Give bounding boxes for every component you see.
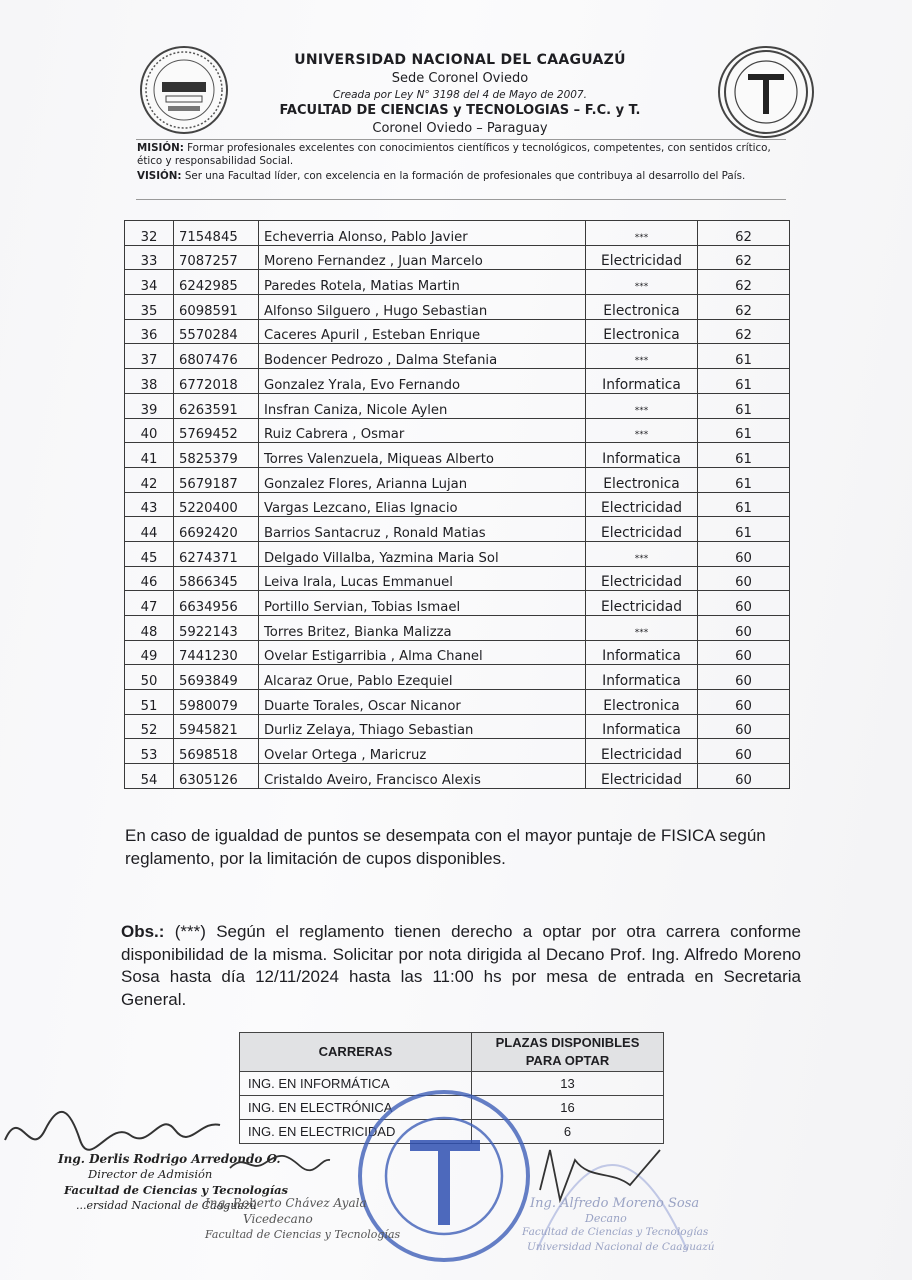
career-cell: *** xyxy=(586,344,698,369)
career-cell: Informatica xyxy=(586,443,698,468)
table-row xyxy=(125,369,790,394)
dean-faculty: Facultad de Ciencias y Tecnologías xyxy=(522,1226,709,1238)
table-row xyxy=(125,467,790,492)
points-cell: 60 xyxy=(698,714,790,739)
career-cell: Informatica xyxy=(586,665,698,690)
director-university: ...ersidad Nacional de Caaguazú xyxy=(76,1199,257,1212)
table-row xyxy=(125,492,790,517)
table-row xyxy=(125,764,790,789)
header-divider-bottom xyxy=(136,199,786,200)
student-name-cell: Gonzalez Flores, Arianna Lujan xyxy=(259,467,586,492)
points-cell: 61 xyxy=(698,418,790,443)
id-number-cell: 6098591 xyxy=(174,295,259,320)
career-cell: *** xyxy=(586,418,698,443)
career-cell: Electricidad xyxy=(586,245,698,270)
student-name-cell: Cristaldo Aveiro, Francisco Alexis xyxy=(259,764,586,789)
student-name-cell: Bodencer Pedrozo , Dalma Stefania xyxy=(259,344,586,369)
points-cell: 61 xyxy=(698,517,790,542)
places-header-line2: PARA OPTAR xyxy=(525,1053,610,1068)
table-row xyxy=(125,690,790,715)
admission-list-table xyxy=(124,220,790,789)
career-cell: Electricidad xyxy=(586,764,698,789)
career-cell: Electricidad xyxy=(586,591,698,616)
id-number-cell: 6263591 xyxy=(174,393,259,418)
row-number-cell: 49 xyxy=(125,640,174,665)
student-name-cell: Torres Britez, Bianka Malizza xyxy=(259,616,586,641)
campus-name: Sede Coronel Oviedo xyxy=(391,71,529,86)
vision-label: VISIÓN: xyxy=(137,170,182,182)
university-title: UNIVERSIDAD NACIONAL DEL CAAGUAZÚ xyxy=(294,52,626,68)
faculty-seal-logo xyxy=(718,46,814,138)
points-cell: 60 xyxy=(698,591,790,616)
row-number-cell: 41 xyxy=(125,443,174,468)
table-row xyxy=(125,393,790,418)
table-row xyxy=(125,714,790,739)
student-name-cell: Caceres Apuril , Esteban Enrique xyxy=(259,319,586,344)
career-cell: *** xyxy=(586,616,698,641)
row-number-cell: 32 xyxy=(125,221,174,246)
row-number-cell: 54 xyxy=(125,764,174,789)
row-number-cell: 34 xyxy=(125,270,174,295)
career-cell: Informatica xyxy=(586,369,698,394)
row-number-cell: 52 xyxy=(125,714,174,739)
id-number-cell: 5945821 xyxy=(174,714,259,739)
points-cell: 60 xyxy=(698,566,790,591)
student-name-cell: Alcaraz Orue, Pablo Ezequiel xyxy=(259,665,586,690)
id-number-cell: 5698518 xyxy=(174,739,259,764)
row-number-cell: 39 xyxy=(125,393,174,418)
career-cell: *** xyxy=(586,541,698,566)
director-role: Director de Admisión xyxy=(88,1167,213,1181)
student-name-cell: Durliz Zelaya, Thiago Sebastian xyxy=(259,714,586,739)
student-name-cell: Ovelar Ortega , Maricruz xyxy=(259,739,586,764)
career-cell: Electronica xyxy=(586,295,698,320)
places-cell: 13 xyxy=(472,1072,664,1096)
points-cell: 61 xyxy=(698,467,790,492)
table-row xyxy=(125,319,790,344)
student-name-cell: Gonzalez Yrala, Evo Fernando xyxy=(259,369,586,394)
creation-law: Creada por Ley N° 3198 del 4 de Mayo de 2007. xyxy=(333,89,587,101)
table-row xyxy=(125,270,790,295)
career-cell: ING. EN INFORMÁTICA xyxy=(240,1072,472,1096)
points-cell: 60 xyxy=(698,764,790,789)
row-number-cell: 33 xyxy=(125,245,174,270)
career-cell: *** xyxy=(586,270,698,295)
vision-text: Ser una Facultad líder, con excelencia en la formación de profesionales que contribuya al desarrollo del País. xyxy=(181,170,746,182)
obs-text: (***) Según el reglamento tienen derecho a optar por otra carrera conforme disponibilidad de la misma. Solicitar por nota dirigida al Decano Prof. Ing. Alfredo Moreno Sosa hasta día 12/11/2024 hasta las 11:00 hs por mesa de entrada en Secretaria General. xyxy=(121,922,801,1009)
row-number-cell: 40 xyxy=(125,418,174,443)
table-row xyxy=(125,640,790,665)
obs-label: Obs.: xyxy=(121,922,165,941)
places-header xyxy=(472,1033,664,1072)
points-cell: 61 xyxy=(698,369,790,394)
table-row xyxy=(125,616,790,641)
id-number-cell: 5980079 xyxy=(174,690,259,715)
id-number-cell: 6807476 xyxy=(174,344,259,369)
points-cell: 61 xyxy=(698,443,790,468)
observation-note xyxy=(121,921,801,1011)
row-number-cell: 37 xyxy=(125,344,174,369)
table-row xyxy=(125,739,790,764)
row-number-cell: 51 xyxy=(125,690,174,715)
id-number-cell: 5769452 xyxy=(174,418,259,443)
director-faculty: Facultad de Ciencias y Tecnologías xyxy=(64,1183,289,1197)
points-cell: 62 xyxy=(698,295,790,320)
director-name: Ing. Derlis Rodrigo Arredondo O. xyxy=(58,1152,281,1166)
career-cell: ING. EN ELECTRICIDAD xyxy=(240,1120,472,1144)
career-cell: Electricidad xyxy=(586,566,698,591)
row-number-cell: 35 xyxy=(125,295,174,320)
tiebreak-note: En caso de igualdad de puntos se desempata con el mayor puntaje de FISICA según reglamento, por la limitación de cupos disponibles. xyxy=(125,826,766,868)
row-number-cell: 42 xyxy=(125,467,174,492)
id-number-cell: 6634956 xyxy=(174,591,259,616)
dean-role: Decano xyxy=(585,1212,627,1225)
student-name-cell: Ruiz Cabrera , Osmar xyxy=(259,418,586,443)
table-row xyxy=(125,566,790,591)
id-number-cell: 6242985 xyxy=(174,270,259,295)
row-number-cell: 36 xyxy=(125,319,174,344)
header-divider xyxy=(136,139,786,140)
table-row xyxy=(125,418,790,443)
id-number-cell: 7441230 xyxy=(174,640,259,665)
career-cell: Electronica xyxy=(586,690,698,715)
points-cell: 60 xyxy=(698,739,790,764)
id-number-cell: 5866345 xyxy=(174,566,259,591)
points-cell: 60 xyxy=(698,665,790,690)
points-cell: 61 xyxy=(698,492,790,517)
student-name-cell: Ovelar Estigarribia , Alma Chanel xyxy=(259,640,586,665)
points-cell: 60 xyxy=(698,640,790,665)
student-name-cell: Alfonso Silguero , Hugo Sebastian xyxy=(259,295,586,320)
places-header-line1: PLAZAS DISPONIBLES xyxy=(495,1035,640,1050)
table-row xyxy=(125,221,790,246)
vicedean-signature-scribble xyxy=(225,1148,335,1178)
id-number-cell: 6274371 xyxy=(174,541,259,566)
career-cell: *** xyxy=(586,393,698,418)
vicedean-name: Ing. Roberto Chávez Ayala xyxy=(205,1196,367,1210)
row-number-cell: 43 xyxy=(125,492,174,517)
row-number-cell: 44 xyxy=(125,517,174,542)
student-name-cell: Barrios Santacruz , Ronald Matias xyxy=(259,517,586,542)
id-number-cell: 7087257 xyxy=(174,245,259,270)
city-line: Coronel Oviedo – Paraguay xyxy=(372,121,548,136)
career-cell: Electricidad xyxy=(586,517,698,542)
mission-text: Formar profesionales excelentes con conocimientos científicos y tecnológicos, competentes, con sentidos crítico, ético y responsabilidad Social. xyxy=(137,142,771,167)
student-name-cell: Paredes Rotela, Matias Martin xyxy=(259,270,586,295)
points-cell: 61 xyxy=(698,393,790,418)
row-number-cell: 38 xyxy=(125,369,174,394)
university-seal-logo xyxy=(140,46,228,134)
row-number-cell: 47 xyxy=(125,591,174,616)
mission-statement xyxy=(137,142,787,167)
career-cell: ING. EN ELECTRÓNICA xyxy=(240,1096,472,1120)
career-cell: *** xyxy=(586,221,698,246)
points-cell: 61 xyxy=(698,344,790,369)
points-cell: 62 xyxy=(698,221,790,246)
id-number-cell: 5220400 xyxy=(174,492,259,517)
student-name-cell: Moreno Fernandez , Juan Marcelo xyxy=(259,245,586,270)
student-name-cell: Torres Valenzuela, Miqueas Alberto xyxy=(259,443,586,468)
id-number-cell: 5679187 xyxy=(174,467,259,492)
student-name-cell: Echeverria Alonso, Pablo Javier xyxy=(259,221,586,246)
id-number-cell: 6305126 xyxy=(174,764,259,789)
id-number-cell: 6772018 xyxy=(174,369,259,394)
career-cell: Electricidad xyxy=(586,739,698,764)
career-cell: Electricidad xyxy=(586,492,698,517)
dean-name: Ing. Alfredo Moreno Sosa xyxy=(530,1196,700,1211)
career-cell: Electronica xyxy=(586,319,698,344)
places-cell: 6 xyxy=(472,1120,664,1144)
row-number-cell: 53 xyxy=(125,739,174,764)
faculty-title: FACULTAD DE CIENCIAS y TECNOLOGIAS – F.C. y T. xyxy=(279,103,641,118)
row-number-cell: 46 xyxy=(125,566,174,591)
mission-label: MISIÓN: xyxy=(137,142,184,154)
points-cell: 62 xyxy=(698,319,790,344)
id-number-cell: 5693849 xyxy=(174,665,259,690)
table-row xyxy=(125,541,790,566)
places-cell: 16 xyxy=(472,1096,664,1120)
id-number-cell: 6692420 xyxy=(174,517,259,542)
table-row xyxy=(125,665,790,690)
row-number-cell: 50 xyxy=(125,665,174,690)
row-number-cell: 45 xyxy=(125,541,174,566)
row-number-cell: 48 xyxy=(125,616,174,641)
student-name-cell: Portillo Servian, Tobias Ismael xyxy=(259,591,586,616)
student-name-cell: Insfran Caniza, Nicole Aylen xyxy=(259,393,586,418)
student-name-cell: Leiva Irala, Lucas Emmanuel xyxy=(259,566,586,591)
table-row xyxy=(125,295,790,320)
id-number-cell: 7154845 xyxy=(174,221,259,246)
table-row xyxy=(125,591,790,616)
points-cell: 62 xyxy=(698,245,790,270)
id-number-cell: 5825379 xyxy=(174,443,259,468)
vicedean-role: Vicedecano xyxy=(243,1212,313,1226)
dean-university: Universidad Nacional de Caaguazú xyxy=(527,1241,715,1253)
career-cell: Electronica xyxy=(586,467,698,492)
vision-statement xyxy=(137,170,787,183)
career-cell: Informatica xyxy=(586,640,698,665)
student-name-cell: Vargas Lezcano, Elias Ignacio xyxy=(259,492,586,517)
table-row xyxy=(125,443,790,468)
id-number-cell: 5922143 xyxy=(174,616,259,641)
table-row xyxy=(125,344,790,369)
points-cell: 62 xyxy=(698,270,790,295)
points-cell: 60 xyxy=(698,616,790,641)
table-row xyxy=(125,517,790,542)
vicedean-faculty: Facultad de Ciencias y Tecnologías xyxy=(205,1228,401,1241)
careers-header: CARRERAS xyxy=(240,1033,472,1072)
student-name-cell: Delgado Villalba, Yazmina Maria Sol xyxy=(259,541,586,566)
id-number-cell: 5570284 xyxy=(174,319,259,344)
student-name-cell: Duarte Torales, Oscar Nicanor xyxy=(259,690,586,715)
table-row xyxy=(125,245,790,270)
points-cell: 60 xyxy=(698,541,790,566)
points-cell: 60 xyxy=(698,690,790,715)
career-cell: Informatica xyxy=(586,714,698,739)
